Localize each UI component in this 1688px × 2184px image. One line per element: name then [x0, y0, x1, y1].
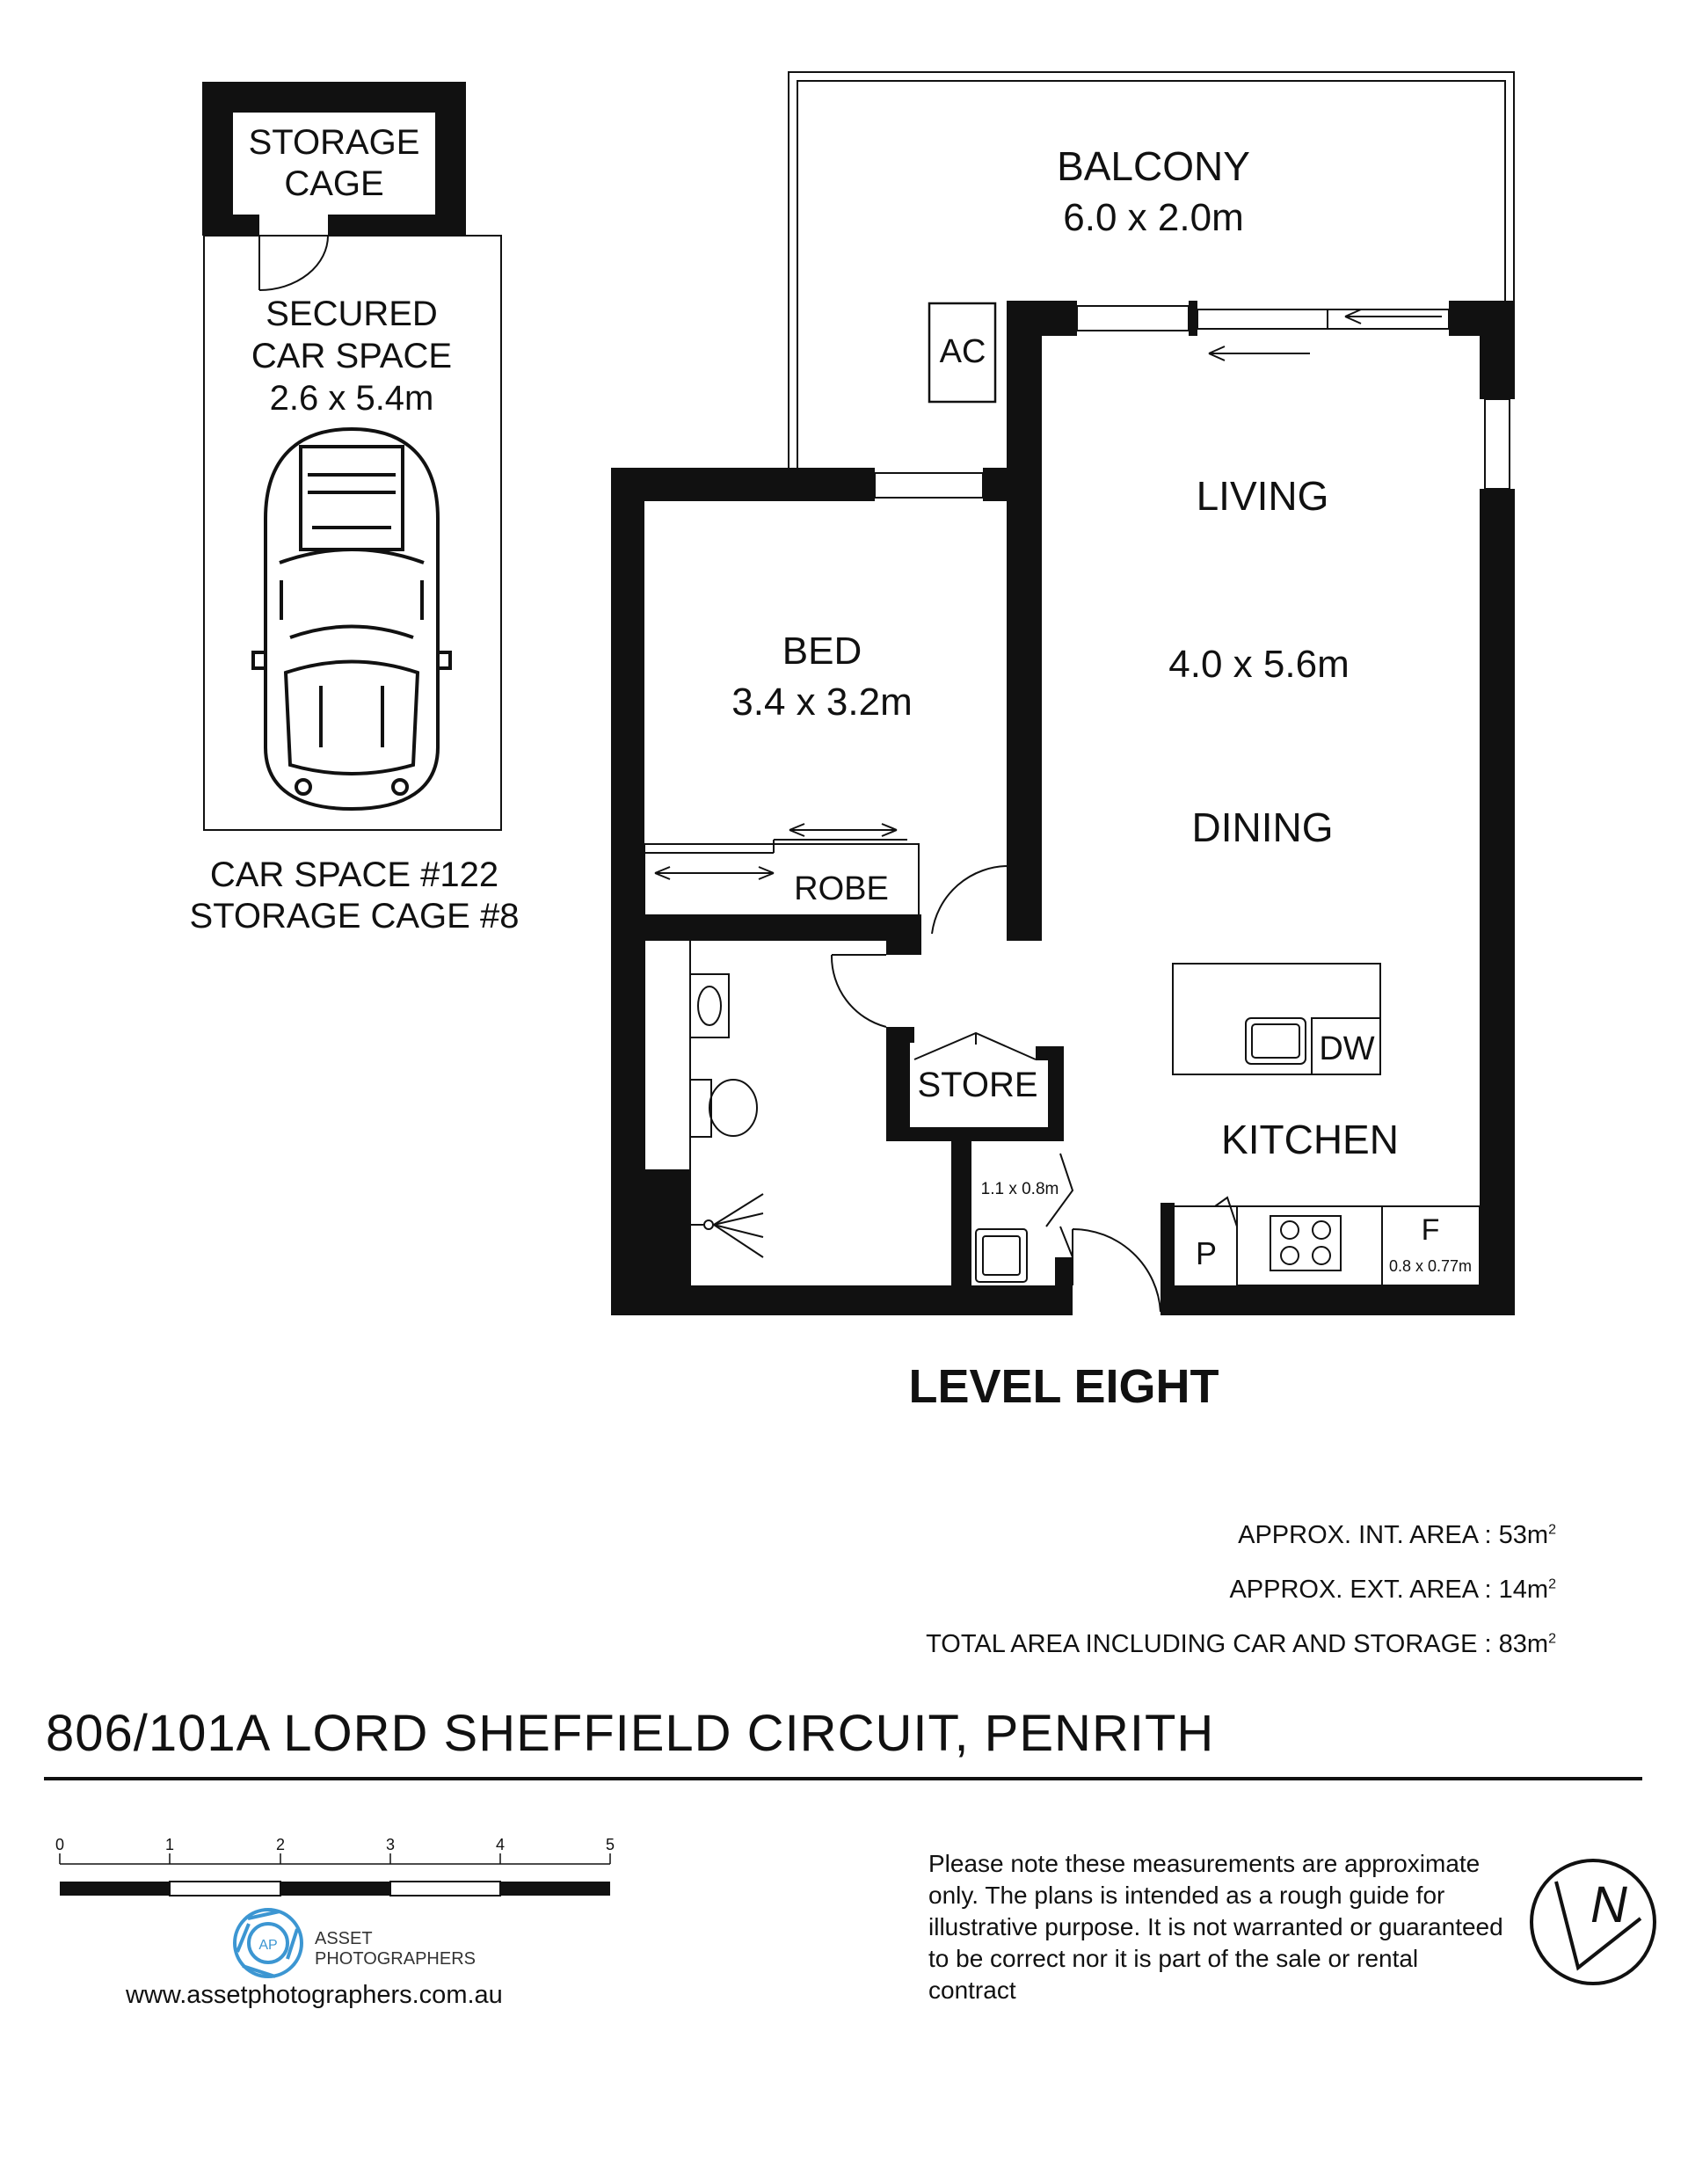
- bathroom-door: [832, 955, 886, 1027]
- car-space: [204, 236, 501, 830]
- storage-cage-number: STORAGE CAGE #8: [189, 897, 520, 935]
- store-doors: [914, 1033, 1036, 1059]
- scale-tick-3: 3: [385, 1836, 396, 1853]
- total-area: [926, 1630, 1556, 1659]
- logo-line-1: ASSET: [315, 1929, 373, 1948]
- scale-tick-4: 4: [495, 1836, 506, 1853]
- external-area: [1229, 1576, 1556, 1605]
- living-dimensions: 4.0 x 5.6m: [1168, 643, 1350, 686]
- fridge-label: F: [1421, 1213, 1440, 1247]
- fridge-dimensions: 0.8 x 0.77m: [1388, 1257, 1473, 1275]
- pantry-label: P: [1195, 1235, 1218, 1271]
- dishwasher-label: DW: [1319, 1030, 1375, 1067]
- scale-tick-5: 5: [605, 1836, 615, 1853]
- internal-area-label: APPROX. INT. AREA : 53m: [1238, 1521, 1549, 1549]
- total-area-unit: 2: [1548, 1631, 1556, 1647]
- storage-cage-label-1: STORAGE: [248, 123, 420, 162]
- logo-text: [315, 1929, 476, 1969]
- ac-label: AC: [939, 333, 986, 370]
- scale-tick-1: 1: [164, 1836, 175, 1853]
- external-area-label: APPROX. EXT. AREA : 14m: [1229, 1576, 1549, 1604]
- ac-unit: [929, 303, 995, 402]
- dining-label: DINING: [1191, 804, 1334, 850]
- balcony-sliding-door: [1197, 309, 1449, 360]
- storage-cage-label-2: CAGE: [284, 164, 384, 203]
- car-icon: [253, 429, 450, 809]
- level-title: LEVEL EIGHT: [908, 1360, 1219, 1413]
- balcony: [789, 72, 1514, 470]
- external-area-unit: 2: [1548, 1576, 1556, 1592]
- entry-door: [1073, 1229, 1160, 1312]
- kitchen-label: KITCHEN: [1221, 1117, 1399, 1162]
- balcony-label: BALCONY: [1057, 143, 1250, 189]
- address-divider: [44, 1777, 1642, 1780]
- robe-label: ROBE: [794, 870, 889, 907]
- internal-area-unit: 2: [1548, 1522, 1556, 1538]
- car-space-label-2: CAR SPACE: [251, 337, 453, 375]
- bedroom-door: [932, 866, 1009, 939]
- store-label: STORE: [917, 1066, 1038, 1104]
- living-label: LIVING: [1196, 473, 1329, 519]
- property-address: 806/101A LORD SHEFFIELD CIRCUIT, PENRITH: [46, 1705, 1215, 1762]
- storage-cage: [202, 82, 466, 290]
- logo-line-2: PHOTOGRAPHERS: [315, 1949, 476, 1969]
- internal-area: [1238, 1521, 1556, 1550]
- scale-tick-0: 0: [55, 1836, 65, 1853]
- disclaimer-text: Please note these measurements are approximate only. The plans is intended as a rough guide for illustrative purpose. It is not warranted or guaranteed to be correct nor it is part of the sale or rental contract: [928, 1850, 1503, 2004]
- bed-label: BED: [782, 630, 862, 673]
- car-space-number: CAR SPACE #122: [209, 855, 499, 894]
- logo-badge: AP: [258, 1938, 278, 1953]
- compass-label: N: [1590, 1876, 1627, 1933]
- website-link[interactable]: www.assetphotographers.com.au: [126, 1981, 503, 2009]
- car-space-dimensions: 2.6 x 5.4m: [269, 379, 434, 418]
- bed-dimensions: 3.4 x 3.2m: [731, 681, 913, 724]
- total-area-label: TOTAL AREA INCLUDING CAR AND STORAGE : 83m: [926, 1630, 1549, 1658]
- scale-tick-2: 2: [275, 1836, 286, 1853]
- car-space-label-1: SECURED: [266, 295, 438, 333]
- balcony-dimensions: 6.0 x 2.0m: [1063, 196, 1244, 239]
- scale-bar: [55, 1836, 615, 1896]
- laundry-dimensions: 1.1 x 0.8m: [980, 1180, 1059, 1198]
- cage-door: [259, 236, 328, 290]
